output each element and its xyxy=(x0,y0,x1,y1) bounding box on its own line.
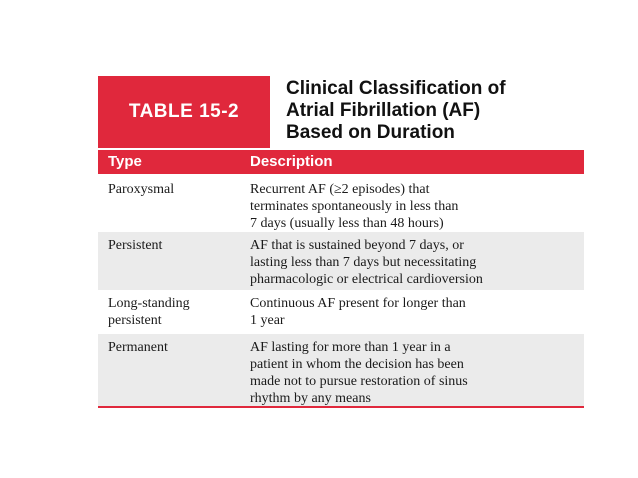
type-text: Permanent xyxy=(108,340,168,355)
type-cell xyxy=(108,181,240,198)
table-row xyxy=(98,334,584,406)
description-line: terminates spontaneously in less than xyxy=(250,199,459,214)
table-title xyxy=(286,78,582,144)
column-header-description: Description xyxy=(250,153,333,170)
description-line: rhythm by any means xyxy=(250,391,371,406)
description-cell xyxy=(250,339,580,407)
description-line: Continuous AF present for longer than xyxy=(250,296,466,311)
table-row xyxy=(98,176,584,232)
description-line: 7 days (usually less than 48 hours) xyxy=(250,216,444,231)
type-text: Long-standing xyxy=(108,296,190,311)
description-line: pharmacologic or electrical cardioversion xyxy=(250,272,483,287)
column-header-type: Type xyxy=(108,153,142,170)
table-header-row xyxy=(98,150,584,174)
type-text: persistent xyxy=(108,313,162,328)
table-title-line: Atrial Fibrillation (AF) xyxy=(286,100,481,121)
description-cell xyxy=(250,181,580,232)
table-title-line: Based on Duration xyxy=(286,122,455,143)
description-line: Recurrent AF (≥2 episodes) that xyxy=(250,182,430,197)
type-cell xyxy=(108,237,240,254)
description-cell xyxy=(250,295,580,329)
type-cell xyxy=(108,339,240,356)
description-line: AF that is sustained beyond 7 days, or xyxy=(250,238,464,253)
classification-table xyxy=(98,76,584,408)
type-text: Paroxysmal xyxy=(108,182,175,197)
table-number: TABLE 15-2 xyxy=(128,101,240,122)
table-title-line: Clinical Classification of xyxy=(286,78,506,99)
table-row xyxy=(98,290,584,334)
table-row xyxy=(98,232,584,290)
table-title-block xyxy=(98,76,584,148)
description-cell xyxy=(250,237,580,288)
table-number-tag xyxy=(98,76,270,148)
type-cell xyxy=(108,295,240,329)
description-line: patient in whom the decision has been xyxy=(250,357,464,372)
description-line: 1 year xyxy=(250,313,285,328)
description-line: made not to pursue restoration of sinus xyxy=(250,374,468,389)
type-text: Persistent xyxy=(108,238,163,253)
description-line: AF lasting for more than 1 year in a xyxy=(250,340,451,355)
description-line: lasting less than 7 days but necessitating xyxy=(250,255,477,270)
